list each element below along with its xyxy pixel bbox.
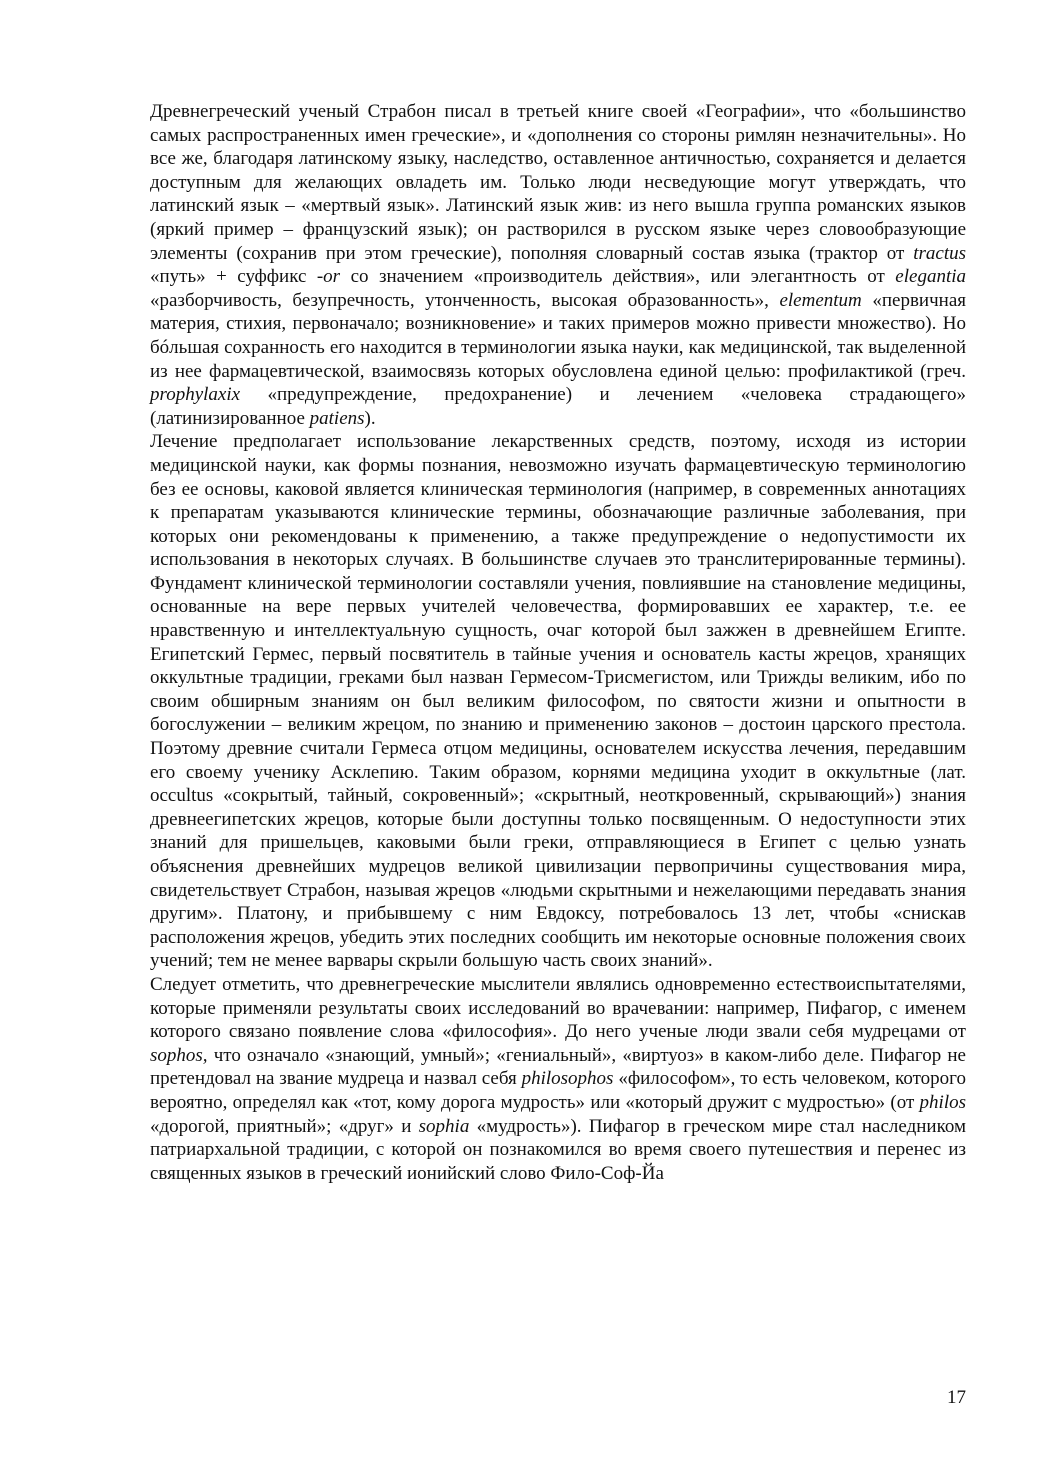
text-run: со значением «производитель действия», или элегантность от	[340, 266, 896, 288]
paragraph	[150, 973, 966, 1185]
text-run: «мудрость»). Пифагор в греческом мире стал наследником патриархальной традиции, с которой он познакомился во время своего путешествия и перенес из священных языков в греческий ионийский слово Фило-Соф-Йа	[150, 1115, 966, 1184]
italic-term: -or	[316, 266, 341, 288]
text-run: ).	[364, 407, 376, 429]
text-run: Древнегреческий ученый Страбон писал в третьей книге своей «Географии», что «большинство самых распространенных имен греческие», и «дополнения со стороны римлян незначительны». Но все же, благодаря латинскому языку, наследство, оставленное античностью, сохраняется и делается доступным для желающих овладеть им. Только люди несведующие могут утверждать, что латинский язык – «мертвый язык». Латинский язык жив: из него вышла группа романских языков (яркий пример – французский язык); он растворился в русском языке через словообразующие элементы (сохранив при этом греческие), пополняя словарный состав языка (трактор от	[150, 101, 966, 264]
italic-term: tractus	[913, 242, 966, 264]
italic-term: sophia	[418, 1115, 470, 1137]
text-run: «разборчивость, безупречность, утонченность, высокая образованность»,	[150, 289, 780, 311]
text-run: Лечение предполагает использование лекарственных средств, поэтому, исходя из истории медицинской науки, как формы познания, невозможно изучать фармацевтическую терминологию без ее основы, каковой является клиническая терминология (например, в современных аннотациях к препаратам указываются клинические термины, обозначающие различные заболевания, при которых они рекомендованы к применению, а также предупреждение о недопустимости их использования в некоторых случаях. В большинстве случаев это транслитерированные термины). Фундамент клинической терминологии составляли учения, повлиявшие на становление медицины, основанные на вере первых учителей человечества, формировавших ее характер, т.е. ее нравственную и интеллектуальную сущность, очаг которой был зажжен в древнейшем Египте. Египетский Гермес, первый посвятитель в тайные учения и основатель касты жрецов, хранящих оккультные традиции, греками был назван Гермесом-Трисмегистом, или Трижды великим, ибо по своим обширным знаниям он был великим философом, по святости жизни и опытности в богослужении – великим жрецом, по знанию и применению законов – достоин царского престола. Поэтому древние считали Гермеса отцом медицины, основателем искусства лечения, передавшим его своему ученику Асклепию. Таким образом, корнями медицина уходит в оккультные (лат. occultus «сокрытый, тайный, сокровенный»; «скрытный, неоткровенный, скрывающий») знания древнеегипетских жрецов, которые были доступны только посвященным. О недоступности этих знаний для пришельцев, каковыми были греки, отправляющиеся в Египет с целью узнать объяснения древнейших мудрецов великой цивилизации первопричины существования мира, свидетельствует Страбон, называя жрецов «людьми скрытными и нежелающими передавать знания другим». Платону, и прибывшему с ним Евдоксу, потребовалось 13 лет, чтобы «снискав расположения жрецов, убедить этих последних сообщить им некоторые основные положения своих учений; тем не менее варвары скрыли большую часть своих знаний».	[150, 431, 966, 972]
text-run: «путь» + суффикс	[150, 266, 317, 288]
body-text	[150, 100, 966, 1185]
text-run: Следует отметить, что древнегреческие мыслители являлись одновременно естествоиспытателями, которые применяли результаты своих исследований во врачевании: например, Пифагор, с именем которого связано появление слова «философия». До него ученые люди звали себя мудрецами от	[150, 973, 966, 1043]
italic-term: philos	[919, 1091, 966, 1113]
paragraph	[150, 430, 966, 973]
text-run: «философом», то есть человеком, которого вероятно, определял как «тот, кому дорога мудрость» или «который дружит с мудростью» (от	[150, 1068, 967, 1113]
page-number: 17	[947, 1387, 966, 1408]
italic-term: elegantia	[895, 266, 966, 288]
text-run: «дорогой, приятный»; «друг» и	[150, 1115, 419, 1137]
italic-term: sophos,	[150, 1044, 208, 1066]
paragraph	[150, 100, 966, 430]
text-run: «первичная материя, стихия, первоначало; возникновение» и таких примеров можно привести множество). Но бóльшая сохранность его находится в терминологии языка науки, как медицинской, так выделенной из нее фармацевтической, взаимосвязь которых обусловлена единой целью: профилактикой (греч.	[150, 289, 966, 382]
text-run: «предупреждение, предохранение) и лечением «человека страдающего» (латинизированное	[150, 384, 966, 429]
text-run: что означало «знающий, умный»; «гениальный», «виртуоз» в каком-либо деле. Пифагор не претендовал на звание мудреца и назвал себя	[150, 1044, 966, 1090]
italic-term: prophylaxix	[150, 384, 241, 406]
italic-term: philosophos	[521, 1068, 614, 1090]
italic-term: patiens	[309, 407, 365, 429]
italic-term: elementum	[779, 289, 862, 311]
